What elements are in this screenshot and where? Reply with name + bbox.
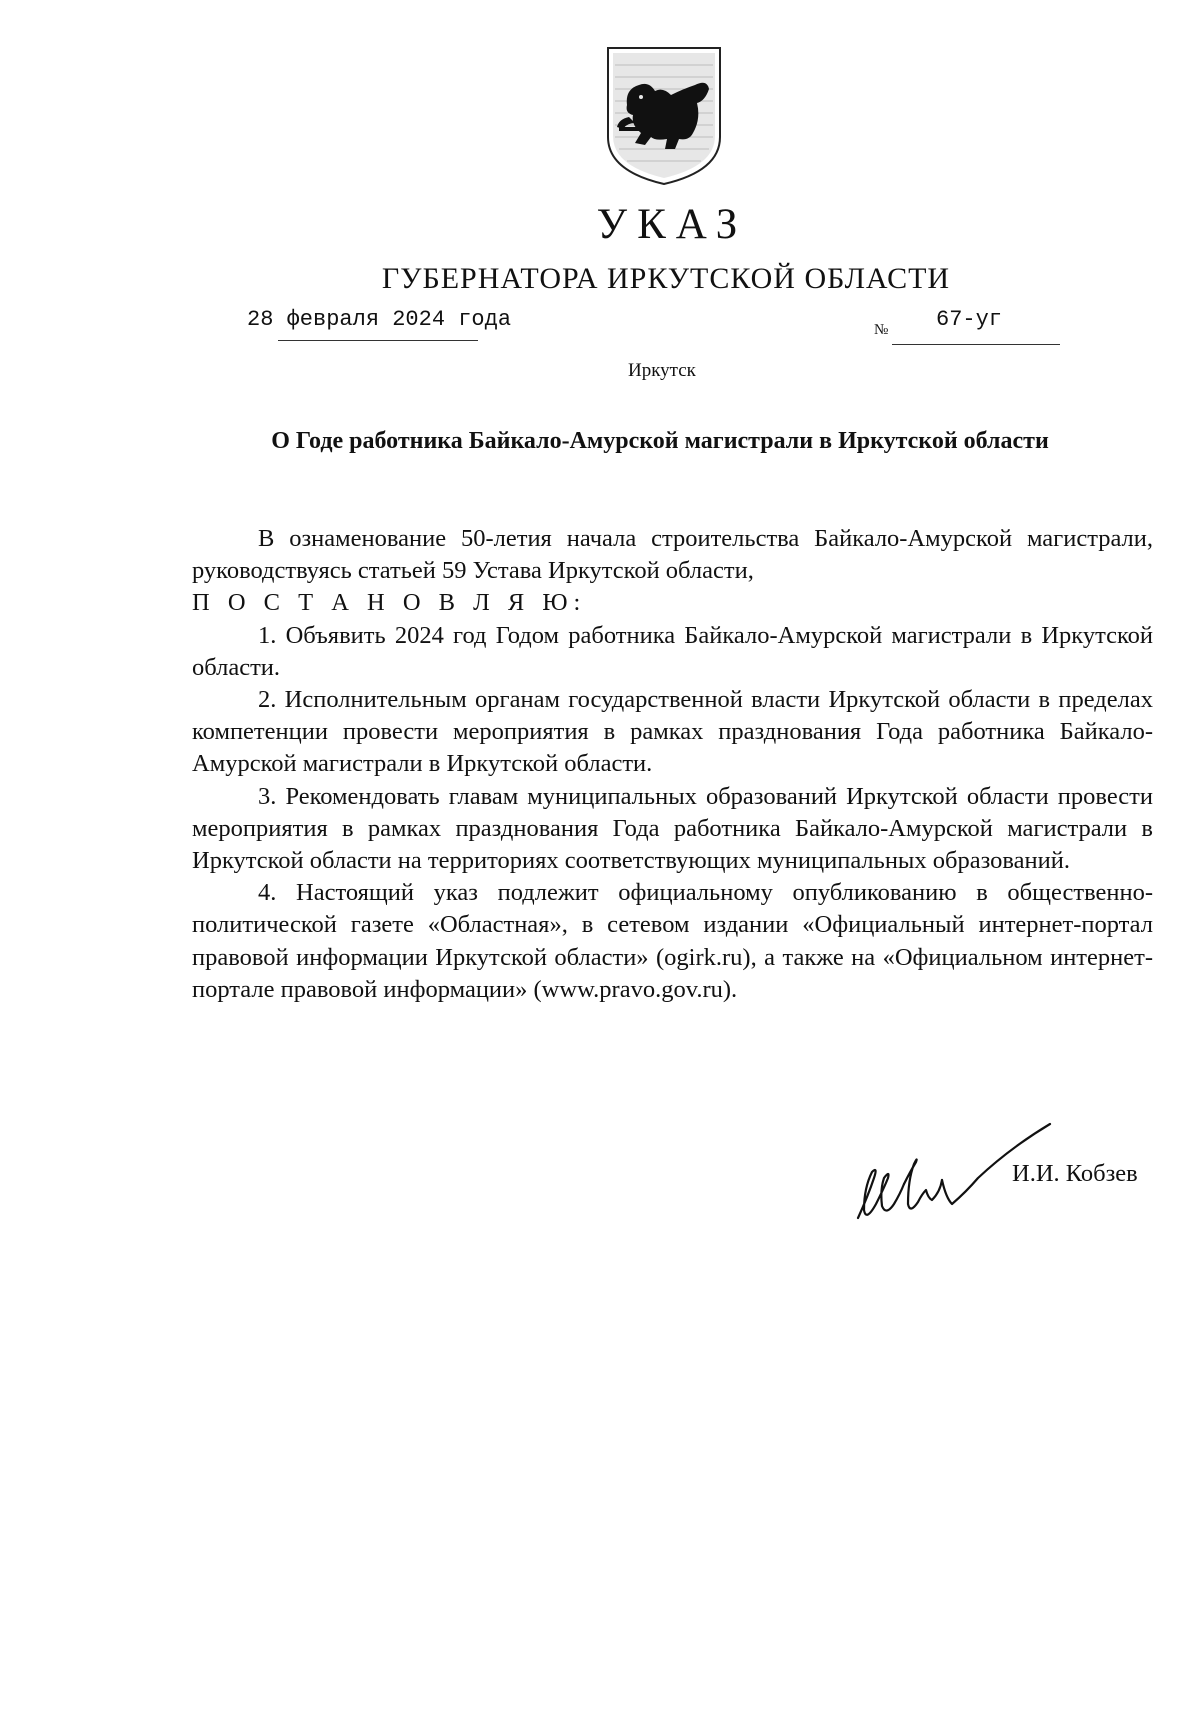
number-underline [892,344,1060,345]
decree-item-4: 4. Настоящий указ подлежит официальному опубликованию в общественно-политической газете «Областная», в сетевом издании «Официальный интернет-портал правовой информации Иркутской области» (ogirk.ru), а также на «Официальном интернет-портале правовой информации» (www.pravo.gov.ru). [192,879,1153,1003]
document-heading: О Годе работника Байкало-Амурской магистрали в Иркутской области [271,428,1049,454]
document-number: 67-уг [936,307,1003,332]
document-body [192,523,1153,1006]
document-subtitle: ГУБЕРНАТОРА ИРКУТСКОЙ ОБЛАСТИ [381,262,951,295]
decree-item-3: 3. Рекомендовать главам муниципальных образований Иркутской области провести мероприятия в рамках празднования Года работника Байкало-Амурской магистрали в Иркутской области на территориях соответствующих муниципальных образований. [192,782,1153,875]
date-underline [278,340,478,341]
number-sign: № [874,322,889,338]
decree-item-2: 2. Исполнительным органам государственной власти Иркутской области в пределах компетенции провести мероприятия в рамках празднования Года работника Байкало-Амурской магистрали в Иркутской области. [192,686,1153,778]
document-date: 28 февраля 2024 года [247,307,512,332]
document-city: Иркутск [628,360,696,381]
decree-word: П О С Т А Н О В Л Я Ю: [192,589,587,617]
document-title: УКАЗ [596,201,748,248]
decree-item-1: 1. Объявить 2024 год Годом работника Байкало-Амурской магистрали в Иркутской области. [192,621,1153,681]
signer-name: И.И. Кобзев [1012,1160,1138,1187]
preamble-paragraph: В ознаменование 50-летия начала строительства Байкало-Амурской магистрали, руководствуясь статьей 59 Устава Иркутской области, [192,525,1153,585]
irkutsk-coat-of-arms-icon [605,45,723,187]
